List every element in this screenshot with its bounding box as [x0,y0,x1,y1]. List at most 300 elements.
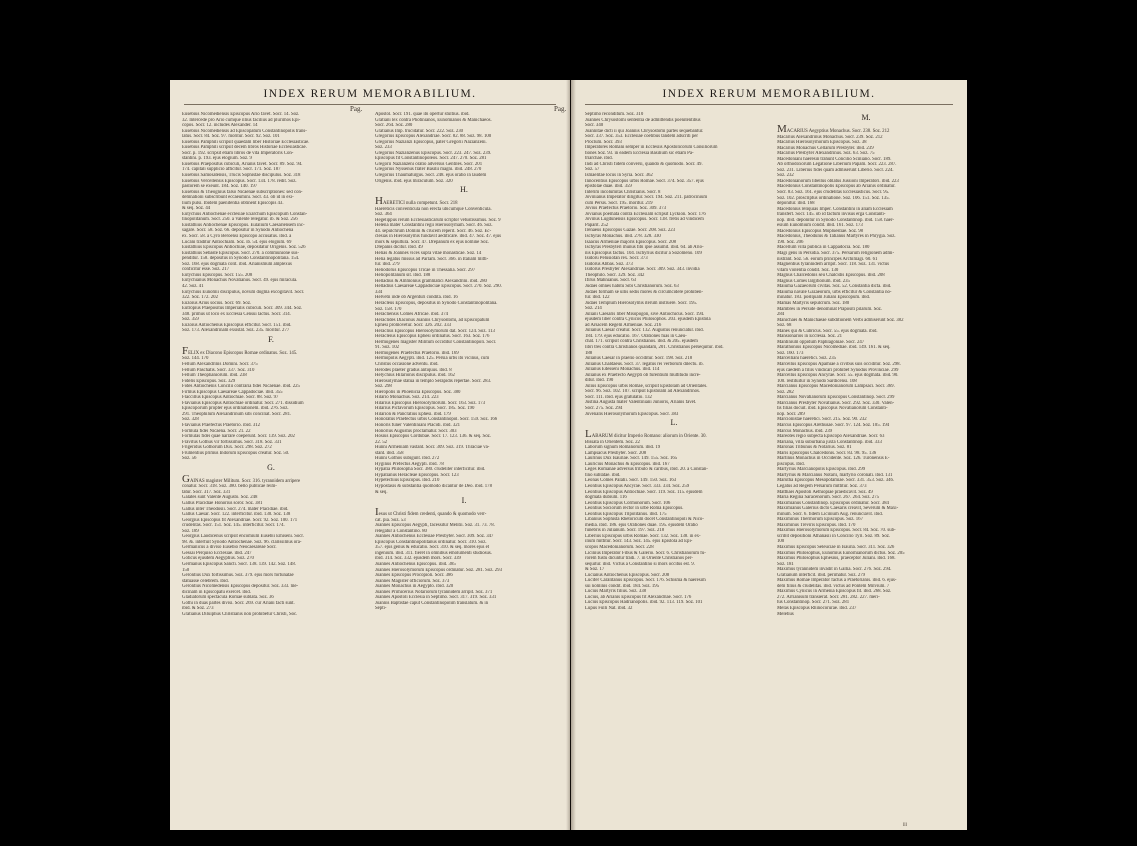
index-entry-line: Gerontius Dux fortissimus. Soz. 379. ejus mors fortunatae [182,573,294,579]
index-entry-line: Justina Augusta mater Valentiniani Junioris, Arianis favet. [585,400,697,406]
index-entry-line: 348. primus ut loco ex Ecclesia Censui lactus. Socr. 314. [182,311,291,317]
index-entry-line: Isaacus Armeniae majoris Episcopus. Socr. 208 [585,239,676,245]
index-entry-text: esus ut Christi fidem credenti, quando & quomodo verr- [378,512,487,518]
index-entry-line: epistolae duae. ibid. 359 [585,184,632,190]
index-entry-line: Gratianum interficit. ibid. perimatur. Soz. 279 [777,572,866,578]
index-entry-line: ingenium. ibid. 311. fieret in omnibus emolumenti studiosus. [375,550,492,556]
index-entry-line: Heracleus Episcopus, depositus in Synodo Constantinopolitana. [375,300,498,306]
index-entry-line: crudelitas. Socr. 151. Soz. 145. interficitur. Socr. 174. [182,523,285,529]
index-entry-line: Macarius Monachus Cellarum Presbyter. ibid. 239 [777,145,874,151]
index-entry-line: Irenaeus Episcopus Gazae. Socr. 208. Soz. 223 [585,228,676,234]
index-entry-line: ibid. & Soz. 273 [182,606,214,612]
index-entry-line: Macedonius, Theodulus & Tatianus Martyres in Phrygia. Soz. [777,234,896,240]
index-entry-line: Gregorius Nazianzi Episcopus, pater Gregorii Nazianzeni. [375,139,487,145]
index-entry-line: Hilarius Episcopus Hierosolymorum. Socr. 163. Soz. 173 [375,400,486,406]
index-entry-line: Firmus Episcopus Caesareae Cappadociae. ibid. 355 [182,389,283,395]
index-entry-line: Lampsacus Presbyter. Socr. 208 [585,450,647,456]
index-entry-line: Juvenalis Hierosolymorum Episcopus. Socr. 383 [585,411,679,417]
index-entry-line: Gratianus Imp. trucidatur. Socr. 222. Soz. 230 [375,128,464,134]
index-entry-line: nop. ibid. deponitur in Synodo Constantinop. ibid. 158. haer- [777,217,895,223]
index-entry-line: Flavianus Praefectus Praetorio. ibid. 312 [182,422,261,428]
index-entry-line: Manichaei & Manichaeae subditionem Verbi admiserunt Soz. 382 [777,317,904,323]
index-entry-line: 44. sepulchrum Domini & crucem reperit. Socr. 46. Soz. Ec- [375,228,492,234]
index-entry-line: pastorem se exeunt. 184. Soz. 140. 197 [182,184,258,190]
index-entry-line: Hypatianus Heracleae Episcopus. Socr. 123 [375,472,459,478]
index-entry-line: Maximus tyrannidem invadit in Gallia. Socr. 276. Soz. 294. [777,567,892,573]
index-entry-line: Soz. 214 [585,306,602,312]
index-entry-line: Macedonianorum libellus oblatus Jussioni Imperatori. ibid. 223 [777,178,899,184]
index-entry-line: cum Persis. Socr. 195. moritur. 219 [585,200,653,206]
index-entry-line: Jovianus poemata contra Ecclesiam scripsit Lyckion. Socr. 176 [585,211,706,217]
index-entry-line: Soz. 189 [182,528,199,534]
index-entry-line: Episcopus fit Constantinopoleos. Socr. 247. 270. Soz. 281 [375,156,487,162]
index-entry-line: 272. Arrianisum transierat. Socr. 281. 282. 227. meri- [777,594,880,600]
index-entry-line: vitam violentia condit. Soz. 130 [777,267,839,273]
index-entry-line: Proclum. Socr. 393 [585,139,622,145]
index-entry-line: Macarius Presbyter Alexandrinus. Soz. 63. Soz. 75 [777,151,875,157]
index-entry-line: Hyginus Prefectus Aegypti. ibid. 78 [375,461,444,467]
index-entry-line: Maronas Tribunus & Notarius. Soz. 81 [777,445,852,451]
index-entry-line: Galates sunt Valente Augusto. Soz. 248 [182,495,258,501]
index-entry-line: Maximus Philosophus Ephesius, praeceptor Juliani. ibid. 168. [777,556,896,562]
drop-capital: G [182,473,190,485]
index-entry-line: 98. &. interfuit Synodo Antiochenae. Soz. 96. clarissimus ora- [182,539,302,545]
index-entry-line: Marcellus Episcopus Ancyrae. Socr. 55. ejus dogmata. ibid. 90. [777,373,899,379]
index-entry-line: Gladiatorum spectacula Romae sublata. Soz. 36 [182,595,274,601]
index-entry-line: Hosius Episcopus Cordubae. Socr. 17. 123. 136. & seq. Soz. [375,434,491,440]
index-entry-line: Hermogenes magister Militum occiditur Constantinopoli. Socr. [375,339,497,345]
index-entry-line: Juliani Caesaris liber Misopogon, sive Antiochicus. Socr. 194. [585,311,705,317]
index-entry-line: Lauricius Monachus & Episcopus. ibid. 167 [585,461,670,467]
page-header: INDEX RERUM MEMORABILIUM. [263,88,477,100]
index-entry-line: Leontius Episcopus Tripolitanus. ibid. 175 [585,511,667,517]
index-entry-line: Gratianus Diluiphus Christianis non prohibetur Christi, Soc. [182,611,298,617]
index-entry-line: Lucani traditur Antiochiam. Soz. ib. 54. ejus elogium. 69 [182,239,292,245]
index-entry-line: tinopolitanum. Socr. 250. a Valente relegatur. ib. & Soz. 256 [182,217,298,223]
index-entry-line: Maximianus Constantinop. Episcopus ordinatur. Socr. 384 [777,500,889,506]
index-entry-text: AERETICI nulla competunt. Socr. 218 [382,201,458,207]
index-entry-line: Socr. 275. Soz. 294 [585,405,623,411]
index-entry-line: Soz. 181 [777,561,794,567]
index-entry-line: ejusdem liber contra Cynicos Philosophos. 203. ejusdem Epistola [585,317,711,323]
index-entry-line: Fellum Alexandrinis Domini. Socr. 375 [182,361,258,367]
index-entry-line: mors & sepultura. Socr. 47. Drepanum ex ejus nomine Soz. [375,239,489,245]
index-column-right [375,112,553,820]
section-letter: L. [670,418,678,428]
index-entry-line: Eusebius Nicomediensis Episcopus Ario favet. Socr. 14. Soz. [182,112,300,117]
index-entry-line: Soz. 328 [182,417,199,423]
index-entry-line: sequitur. ibid. Victus a Constantino si mors occitus est. 9. [585,561,695,567]
index-entry-line: Imperatores Romani semper in Ecclesiis Apostolicorum Consiliorum [585,145,718,151]
index-entry-line: Lupus Fulli Nat. ibid. 32 [585,606,633,612]
index-entry-line: minum. Socr. 6. fidem Licinium Aug. renunciavit. ibid. [777,511,883,517]
index-entry-line [777,124,955,135]
index-entry-line: Flaccillus Episcopus Antiochiae. Socr. 88. Soz. 97 [182,395,279,401]
index-entry-line: Eustathius Antiochenae Episcopus. Eulalium Caesariensem inc- [182,222,305,228]
index-entry-line: Gothi in duas partes divisi. Socr. 269. cur Ariani facti sunt. [182,600,295,606]
index-entry-line: Leontius Episcopus Antiochiae. Socr. 119. Soz. 115. ejusdem [585,489,703,495]
index-entry-line: Euzoius Antiochenus Episcopus efficitur. Socr. 151. ibid. [182,322,292,328]
index-entry-line: stantini. p. 193. ejus elogium. Soz. 9 [182,156,252,162]
index-entry-line: Hieropolis in Phoenicia Episcopus. Soz. 380 [375,389,461,395]
index-entry-line: Joannitae dicti ii qui Joannis Chrysostomi partes sequebantur. [585,128,704,134]
index-entry-line: scribit depositioni Athanasii in Concilio Tyri. Soz. 89. Soz. [777,533,891,539]
index-entry-line: Hunni Armeniam vastant. Socr. 309. Soz. 319. Thraciae va- [375,445,490,451]
index-entry-line: tus Constantinop. Socr. 271. Soz. 281 [777,600,850,606]
index-entry-line: clesias in Hierosolymis fundavit aedificare. ibid. 47. Soz. 47. ejus [375,234,502,240]
index-entry-line: cat. pia. Soz. 53 [375,517,406,523]
index-entry-line: Joannes Chrysostomi sententia de admittendis poenitentibus [585,117,701,123]
column-head-page: Pag. [350,105,363,113]
index-entry-line: Soz. 364 [375,212,392,218]
index-entry-line: Melas Episcopus Rhinocorurae. ibid. 237 [777,606,857,612]
index-entry-line: Heliodorus Episcopus Tricae in Thessalia. Socr. 297 [375,267,476,273]
index-entry-line: Joannes Hierosolymorum Episcopus ordinatur. Soz. 281. Soz. 293 [375,567,502,573]
section-letter: G. [267,462,275,472]
index-entry-line: Julianus ex Praefecto Aegypti ob furentium multitudo incre- [585,372,701,378]
index-entry-line: Hermogenes Praefectus Praetorio. ibid. 169 [375,350,459,356]
index-entry-line: Mareotes regio subjecta Episcopo Alexandriae. Socr. 63 [777,434,885,440]
index-entry-line: tis filias docuit. ibid. Episcopus Novatianorum Constanti- [777,406,888,412]
index-entry-line: Soz. 158. 170 [375,306,402,312]
index-entry-line: Marcianus Novatianorum Episcopus Constantinop. Socr. 299 [777,395,895,401]
index-entry-line: Goticus ejusdem Aegyptius. Soz. 270 [182,556,254,562]
index-entry-text: ABARUM dicitur Imperio Romano: aliorum in Oriente. 30. [591,434,707,440]
index-entry-line: Hierosolymae statua in templo Serapidis repertae. Socr. 283. [375,378,492,384]
index-entry-line: Georgius Episcopus fit Alexandriae. Socr. 92. Soz. 100. 171 [182,517,298,523]
index-entry-line: Honoris funer Valentiniani Placidi. ibid. 321 [375,422,461,428]
index-entry-line: Hegelippus rerum Ecclesiasticarum scriptor vetustissimus. Soz. 9 [375,217,501,223]
index-entry-line: Socr. 340 [585,123,604,129]
index-entry-line: Socr. p. 192. scripsit etiam libros de vita Imperatoris Con- [182,150,294,156]
index-entry-line: Joannes Primicerius Notariorum tyrannidem arripit. Soz. 371 [375,589,493,595]
index-entry-line: & seq. Soz. 44 [182,206,211,212]
index-entry-line: Maximinus Treviris Episcopus. ibid. 170 [777,522,856,528]
index-entry-line: Lucius Martyris filius. Soz. 338 [585,589,647,595]
index-entry-line: Gessai Perquiso Ecclesiae. ibid. 247 [182,550,252,556]
drop-capital: L [585,429,592,440]
index-entry-line: Julianus Chaldaeus. Socr. 37. legatus rei verborum dilectu. ib. [585,361,704,367]
index-entry-line: Mantinium oppidum Paphlagoniae. Socr. 247 [777,339,865,345]
index-entry-line: Gallus inter Theodosii. Socr. 274. mater Placidiae. ibid. [182,506,289,512]
left-page [170,80,570,830]
index-entry-line: Gallus Caesar. Socr. 122. interficitur. ibid. 130. Soz. 138 [182,512,291,518]
index-entry-line: Maximus Philosophus, Eunomius Eunomianorum dictus. Soz. 205 [777,550,905,556]
index-entry-line: Helychius Hilarionis discipulus. ibid. 162 [375,373,455,379]
index-entry-line [375,507,553,518]
index-entry-line: media. ibid. 186. ejus Orationes duae. 195. ejusdem Oratio [585,522,698,528]
index-entry-line: Interim incolumitas Christianis. Socr. 8 [585,189,661,195]
index-entry-line: minatur. 183. postquam Juliani Episcopum. ibid. [777,295,871,301]
index-entry-line: nop. Socr. 289 [777,411,805,417]
index-entry-line: Leonas Comes Palatii. Socr. 149. 150. Soz. 163 [585,478,677,484]
index-entry-line: Formula fidei Nicaena. Socr. 21. 22 [182,428,251,434]
index-entry-line: Mamas Martyris sepulcrum. Soz. 180 [777,300,850,306]
index-entry-line: Magi gens in Persidia. Socr. 375. Persarum religionem admi- [777,251,895,257]
index-entry-line: tino sublatae. ibid. [585,472,621,478]
index-entry-line: Maris Episcopus Chalcedonis. Socr. 83. 98. 95. 136 [777,450,877,456]
index-entry-line: Fellum Paschatis. Socr. 337. Soz. 310 [182,367,255,373]
index-entry-line: dicinam in Episcopatu exercet. ibid. [182,589,251,595]
index-entry-line: Soz. 298 [375,384,392,390]
index-entry-line: ejus caedem a filiis vindicari prohibet Synodus Provinciae. 299 [777,367,899,373]
index-entry-line: statuasse celebrem. ibid. [182,578,229,584]
index-entry-line: tur. ibid. 122 [585,295,610,301]
index-entry-line: Joannis Baptistae caput Constantinopolim translatum. & in [375,600,489,606]
index-entry-line: Paparit. 252 [585,222,609,228]
index-entry-line: Meletius [777,611,794,617]
index-entry-line: Macedonius Episcopus Mopluestiae. Soz. 98 [777,228,864,234]
index-entry-line: Hypostasis & substantia quomodo dicantur de Deo. ibid. 178 [375,484,492,489]
index-column-left [585,112,763,820]
header-rule [585,104,953,105]
index-entry-line: Bissata in Orientem. Soz. 22 [585,439,640,445]
index-entry-line: Jovinianus Imperator diligitur. Socr. 194. Soz. 211. patrocinium [585,195,708,201]
index-entry-text: ACARIUS Aegyptius Monachus. Socr. 238. Soz. 212 [786,129,890,134]
index-entry-line: Macedoniani haeresin trahunt Concilio Sciniano. Socr. 189. [777,156,892,162]
index-entry-line: Hilarion & Pancratius Ephesi. ibid. 179 [375,411,451,417]
index-entry-line: & seq. [375,489,388,495]
index-entry-line: 322. Soz. 172. 202 [182,295,218,301]
index-entry-line: Ephesi promovetur. Socr. 326. 202. 333 [375,323,452,329]
index-entry-line: Leontius Episcopus Cormonorum. Socr. 106 [585,500,671,506]
index-entry-line: Manes qui & Cubricus. Socr. 55. ejus dogmata. ibid. [777,328,878,334]
index-entry-line: Soz. 359 [182,317,199,323]
drop-capital: I [375,507,379,518]
index-entry-line: Eusebius & Theognius falso Nicaenae subscriptiones: sed con- [182,189,303,195]
index-entry-line: Leontius Sociorum rector in urbe Roma Episcopus. [585,506,684,512]
index-entry-line: Marcelliani haeretici. Soz. 235 [777,356,837,362]
index-entry-line: Isidoru Pelusiotan rex. Socr. 373 [585,256,648,262]
index-entry-line: 291. Theophilum Alexandrinum sibi conciliat. Socr. 281. [182,411,292,417]
column-head-page: Pag. [554,105,567,113]
section-letter: F. [268,334,274,344]
index-entry-line: Soz. 232 [777,173,794,179]
index-entry-line: Hilario Monachus. Soz. 214. 223 [375,395,439,401]
index-entry-line: sui nominis condit. ibid. 184. Soz. 195 [585,583,660,589]
index-entry-line: Innocentius Episcopus urbis Romae. Socr. 374. Soz. 357. ejus [585,178,704,184]
index-entry-line: Mansionarios in Ecclesia. Soz. 21 [777,334,843,340]
index-entry-line: Ischyras Presbyteri munus fibi ipse assumit. ibid. 64. ab Ario- [585,245,704,251]
index-entry-line: Eutychius Antiochenae ecclesiae Exarchum Episcopum Constan- [182,211,308,217]
index-entry-line: Magnentius tyrannidem arripit. Socr. 118. Soz. 131. victus [777,262,890,268]
index-entry-line: tur. ibid. 279 [375,262,400,268]
section-letter: M. [861,113,871,122]
index-entry-line: 22. 52 [375,439,387,445]
header-rule [184,104,556,105]
index-entry-line: Joannes Antiochenus Ecclesiae Presbyter. Socr. 309. Soz. 347 [375,534,494,540]
index-entry-line: Gregorii Nazianzeni oratio adversus Gentiles. Socr. 201 [375,161,483,167]
index-entry-line [375,196,553,207]
index-entry-line: Isidorus Abbas. Soz. 373 [585,261,633,267]
index-entry-line: penditur. 158. depositus in Synodo Constantinopolitana. 154. [182,256,300,262]
index-entry-line: Maximus Episcopus Seleuciae in Isauria. Socr. 311. Soz. 326 [777,545,895,551]
index-entry-text: ELIX ex Diacono Episcopus Romae ordinatus. Soz. 145. [188,350,298,356]
index-entry-line: Leontius Episcopus Ancyrae. Socr. 333. 334. Soz. 259 [585,484,690,489]
index-entry-line: Maximus Cynicus in Armenia Episcopus fit. ibid. 268. Soz. [777,589,892,595]
index-entry-line: Soz. 56 [182,456,197,462]
index-entry-line: Heraclides Diaconus Joannis Chrysostomi, ad Episcopatum [375,317,490,323]
index-entry-line: Martyrius & Marcianus Notarii, martyrio coronati. ibid. 131 [777,472,893,478]
index-entry-line: funebris in Julianum. Socr. 197. Soz. 218 [585,528,665,534]
index-entry-line: 174. capitali supplicio afficitur. Socr. 171. Soz. 187 [182,167,281,173]
index-entry-line: Laurinus Dux Isauriae. Socr. 149. 155. Soz. 165 [585,456,678,462]
index-entry-line: Soz. 173. Alexandrinam exsistat. Soz. 235. moritur. 277 [182,328,290,334]
index-entry-line: Theophilo. Socr. 329. Soz. 342 [585,272,645,278]
index-entry-line: esium Eunomium condit. ibid. 161. Soz. 173 [777,223,863,229]
index-entry-line: Soz. 57 [585,167,600,173]
index-entry-line: Jovinus Lugdunensis Episcopus. Socr. 138. fretis ad vindicem [585,217,704,223]
index-entry-line: Soz. 168. ejus dogmata colit. ibid. Arianismum amplexus [182,261,292,267]
index-entry-line: 100 [777,539,785,545]
index-entry-line: Julianus Caesar in praelio occiditur. Socr. 198. Soz. 218 [585,356,693,362]
index-entry-line: Gregorius Thaumaturgus. Socr. 248. ejus oratio in laudem [375,173,487,179]
index-entry-line: 100. restituitur in Synodo Sardicensi. 108 [777,378,857,384]
index-entry-line: scopos Macedonianorum. Socr. 228 [585,545,654,551]
index-entry-line: Hermopolis Aegypti. ibid. 125. Persia urbs ibi vicinus, cum [375,356,490,362]
index-entry-line: Maximus Hierosolymorum Episcopus. Socr. 84. Soz. 70. sub- [777,528,896,534]
index-entry-line: Episcopus Constantinopolitanus ordinatur. Socr. 310. Soz. [375,539,487,545]
index-entry-line: Macarius Hierosolymorum Episcopus. Soz. 38 [777,140,867,146]
index-entry-line: 32. Intercede pro Ario cumque illius facilius ad plurimos Epi- [182,117,301,123]
index-entry-line: 42. Soz. 41 [182,283,204,289]
index-entry-line: Judaei omnes habitu Sibi Christianorum. Soz. 63 [585,283,679,289]
index-entry-line: Helena mater Constantini regii Hierosolymam. Socr. 46. Soz. [375,223,493,229]
index-entry-line: demnationi subscribunt eccaeumini. Socr. 43. ob id in exi- [182,195,294,201]
index-entry-line: Episcoporum propter ejus ordinationem. ibid. 276. Soz. [182,406,289,412]
index-entry-line: Eustathius Episcopus Antiochiae, depositatur Origenis. Soz. 526 [182,245,306,251]
index-entry-line: Christus occasione adventu. ibid. [375,361,439,367]
index-entry-line: ditur. ibid. 190 [585,378,614,384]
index-entry-line: chat. 171. scripsit contra Christianos. ibid. & 205. ejusdem [585,339,698,345]
index-entry-line: Socr. 83. Soz. 161. ejus crudelitas Ecclesiasticus. Socr. 95. [777,190,890,196]
index-entry-line: Heraclius Episcopus Hierosolymorum dat. Socr. 124. Soz. 113 [375,328,495,334]
index-entry-line: Marcus Monachus. ibid. 239 [777,428,833,434]
index-entry-line: Fravitus Gothus vir fortissimus. Socr. 318. Soz. 331 [182,439,282,445]
index-entry-line: Macedonius reliquias Imper. Constantini in aliam Ecclesiam [777,206,893,212]
index-entry-line: Eutropius Praepositus Imperialis cubiculi. Socr. 309. 344. Soz. [182,306,303,312]
index-entry-line: Maiuma Gazaeorum civitas. Soz. 52. Constantia dicta. ibid. [777,284,892,290]
index-entry-line: Haereticis conventicula non erecta ubicumque Conventicula. [375,206,492,212]
index-entry-line: Marcionistae haeretici. Socr. 215. Soz. 90. 232 [777,417,867,423]
index-entry-line: Maiuma navale Gazaeorum, urbs efficitur & Constantia no- [777,289,892,295]
index-entry-line: 334 [375,289,383,295]
index-entry-line: Indi ad Christi fidem conversi, quando & quomodo. Socr. 49. [585,161,703,167]
index-entry-line: Maximus Romae Imperator factus a Praetorianis. ibid. 6. ejus- [777,578,897,584]
index-entry-line: Julianus Edesseni Monachus. ibid. 114 [585,367,660,373]
index-entry-line: ibid. 314. Soz. 332. ejusdem mors. Socr. 339 [375,556,461,562]
book-gutter [566,80,576,830]
index-entry-line: Marcianus Episcopus Macedonianorum Lampsaci. Socr. 369. [777,384,895,390]
index-entry-line: Ifirus Mahnianus. Socr. 63 [585,278,637,284]
index-entry-line: Ismaelitae locus in Syria. Socr. 362 [585,173,653,179]
index-entry-line: Licinius Imperator Fibus & Galerio. Socr. 6. Christianorum fu- [585,550,706,556]
index-entry-line: ex. Socr. 58. a Cyro Beroensi Episcopo accusatus. ibid. a [182,234,292,240]
index-entry-line: Formulas fidei quae narrare coeperunt. Socr. 139. Soz. 202 [182,434,295,440]
index-entry-line: 150 [182,567,190,573]
section-letter: H. [460,185,468,195]
index-entry-line: Hypatia Philosopha Socr. 380. crudeliter interficitur. ibid. [375,467,486,473]
index-entry-line: Marcianus Presbyter Novatianus. Socr. 292. Soz. 330. Valen- [777,400,895,406]
index-entry-line: Macarius Alexandrinus Monachus. Socr. 239. Soz. 212 [777,134,883,140]
index-entry-line: Heracliensis Comes Africae. ibid. 374 [375,312,449,318]
index-entry-line: Georgius Laodicenus scripsit encomium Eusebii Emiseni. Socr. [182,534,304,540]
index-entry-line: Ab orthodoxorum Legatione Liberium Papam. Socr. 223. 287. [777,162,897,168]
index-entry-line: deponitur. ibid. 168 [777,201,815,207]
index-entry-line: Joannes Antiochenus Episcopus. ibid. 385 [375,562,456,568]
index-entry-line: Septimo reconditum. Soz. 310 [585,112,644,117]
index-entry-line: Judaei formam se ullis sedis mores & circumcidere prohiben- [585,289,704,295]
index-entry-line: Hypetechius Episcopus. ibid. 210 [375,478,440,484]
index-entry-line: Heliopolitanum sit. ibid. 188 [375,273,431,279]
index-entry-line: Macellum villa publica in Cappadocia. Soz. 180 [777,245,870,251]
index-entry-line: Gratiani lex contra Photinianos, Eunomianos & Manichaeos. [375,117,492,123]
index-entry-line: Euzoius Arius socius. Socr. 69. Soz. [182,300,252,306]
index-entry-line: Lucius Episcopus Hadrianopolis. ibid. 92. 113. 119. Soz. 101 [585,600,703,606]
index-entry-line: Germanus Episcopus Sancti. Socr. 138. 139. 142. Soz. 148. [182,562,296,568]
index-entry-line: Joannes Episcopus Procopioli. Socr. 386 [375,573,453,579]
index-entry-line [585,429,763,440]
index-entry-line: Gregorius Nazianzenus Episcopus. Socr. 223. 247. Soz. 239. [375,150,492,156]
index-entry-line: Helladius Caesareae Cappadociae Episcopus. Socr. 270. Soz. 290. [375,284,502,290]
index-entry-line: Soz. 233 [375,145,392,151]
index-entry-line: Joannes Apostoli Ecclesia in Septimo. Socr. 317. 319. Soz. 331 [375,595,497,601]
index-entry-line: Maximinus Thermorum Episcopus. Soz. 167 [777,517,863,523]
index-entry-line: Helia legatus missus ad Parlam. Socr. 366. in Italiam mitti- [375,256,489,262]
index-entry-line: Libanius Sophista Rhetoricum docet Constantinopoli & Nico- [585,517,704,523]
index-entry-line: 357. ejus genus & educatio. Socr. 310. & seq. mores ejus et [375,545,490,551]
index-entry-line: Soz. 144. 170 [182,356,209,362]
index-entry-line: Socr. 96. Soz. 102. 107. scripsit Epistolam ad Alexandrinos. [585,389,701,395]
index-entry-line: Fidelis Episcopus. Soz. 329 [182,378,236,384]
index-entry-line: Isidorus Presbyter Alexandriae. Socr. 309. Soz. 343. invidia [585,267,700,273]
index-column-right [777,112,955,820]
index-entry-line: Macedonius Constantinopolis Episcopus ab Arianis ordinatur. [777,184,896,190]
index-entry-line: Eusebius Samosatensis, Trucis Sophistae discipulus. Soz. 318 [182,173,301,179]
index-entry-line: dem filius & crudelitas. ibid. victus ad Pontem Milvium. 7 [777,583,890,589]
index-entry-line: Martyrius Marcianopolis Episcopus. ibid. 299 [777,467,866,473]
index-entry-line: Frumentius primus Indorum Episcopus creatur. Soz. 50. [182,450,290,456]
index-entry-line: Gregorius Episcopus Alexandriae. Socr. 82. 88. Soz. 98. 100 [375,134,492,140]
index-entry-line: 91. Soz. 102 [375,345,399,351]
index-entry-line: Herodes praeter gradus antiquus. ibid. 8 [375,367,452,373]
index-entry-line: latus. Socr. 84. Soz. 97. moritur. Socr. 92. Soz. 101 [182,134,280,140]
index-entry-line: Apostol. Socr. 191. quae ibi opertur stultius. ibid. [375,112,470,117]
index-entry-line: Fellum Theophaniorum. ibid. 238 [182,373,247,379]
index-entry-line: Gallus Placidiae Honorius soror. Soz. 381 [182,501,263,506]
index-entry-line: dogmata dubium. 116 [585,495,627,501]
index-entry-line: Marcellus Episcopus Apamiae a civibus suis occiditur. Soz. 298. [777,361,901,367]
index-entry-line: Maria Regina Saracenorum. Socr. 267. 264. Soz. 275 [777,495,880,501]
index-entry-line: Drepanis dicitur. ibid. 49 [375,245,423,251]
index-entry-line: Soz. 231. Liberius fidei quam admiserunt Liberio. Socr. 224. [777,167,894,173]
index-entry-line: Eusebius Pamphili scripsit quaedam liber Historiae Ecclesiasticae. [182,139,310,145]
index-entry-line: Helias & Joannes vices supra vitae monasticae. Soz. 14 [375,251,482,257]
index-entry-line: Ischyras Monachus. ibid. 278. 328. 330 [585,234,661,240]
index-entry-line: Joannes Episcopus Aegypti, facessitur Melitii. Soz. 31. 73. 78. [375,523,495,529]
index-entry-line: Eutychius Eunomii discipulus, novum dogma excogitavit. Socr. [182,289,305,295]
index-entry-line: Joannes Magister officiorum. Soz. 373 [375,578,450,584]
index-entry-line: Heracleius Episcopus Ephesi ordinatus. Socr. 163. Soz. 176 [375,334,490,340]
index-entry-line: Magnus Chalcedonis seu Chalcidis Episcopus. ibid. 208 [777,273,885,279]
index-entry-line: Gregorius Nyssenus frater Basilii magni. ibid. 248. 270 [375,167,482,173]
page-footer: lll [902,823,907,828]
index-entry-line: 190. Soz. 206 [777,239,804,245]
index-entry-line: Septi- [375,606,387,612]
index-entry-line: Origenis. ibid. ejus miraculum. Soz. 320 [375,178,453,184]
index-entry-line: tatur. Socr. 317. Soz. 331 [182,489,231,495]
index-entry-line: Eusebius Praepositus cubiculi, Arianis favet. Socr. 89. Soz. 94. [182,161,303,167]
